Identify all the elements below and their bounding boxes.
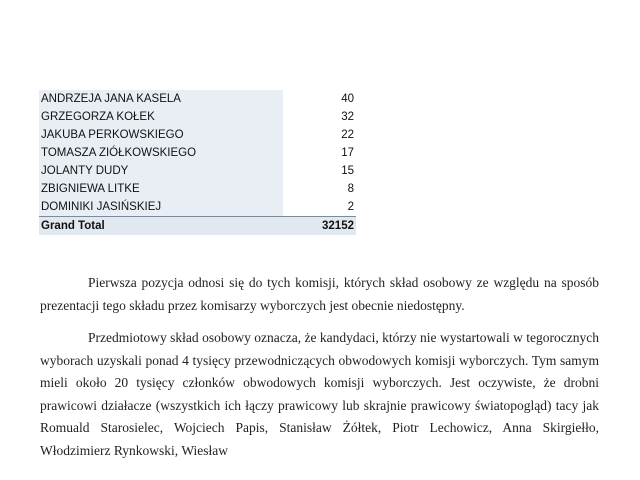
row-name: GRZEGORZA KOŁEK	[39, 108, 283, 126]
row-name: DOMINIKI JASIŃSKIEJ	[39, 198, 283, 217]
table-row	[39, 144, 356, 162]
row-name: ZBIGNIEWA LITKE	[39, 180, 283, 198]
table-row	[39, 162, 356, 180]
row-name: JOLANTY DUDY	[39, 162, 283, 180]
body-text	[40, 272, 599, 472]
table-row	[39, 180, 356, 198]
row-name: TOMASZA ZIÓŁKOWSKIEGO	[39, 144, 283, 162]
row-value: 17	[283, 144, 356, 162]
table-row	[39, 108, 356, 126]
grand-total-row	[39, 217, 356, 236]
row-value: 2	[283, 198, 356, 217]
row-name: JAKUBA PERKOWSKIEGO	[39, 126, 283, 144]
paragraph: Przedmiotowy skład osobowy oznacza, że kandydaci, którzy nie wystartowali w tegorocznych wyborach uzyskali ponad 4 tysięcy przewodniczących obwodowych komisji wyborczych. Tym samym mieli około 20 tysięcy członków obwodowych komisji wyborczych. Jest oczywiste, że drobni prawicowi działacze (wszystkich ich łączy prawicowy lub skrajnie prawicowy światopogląd) tacy jak Romuald Starosielec, Wojciech Papis, Stanisław Żółtek, Piotr Lechowicz, Anna Skirgiełło, Włodzimierz Rynkowski, Wiesław	[40, 330, 599, 458]
table-row	[39, 198, 356, 217]
row-value: 40	[283, 90, 356, 108]
grand-total-label: Grand Total	[39, 217, 283, 236]
row-value: 32	[283, 108, 356, 126]
row-value: 8	[283, 180, 356, 198]
table-row	[39, 126, 356, 144]
row-name: ANDRZEJA JANA KASELA	[39, 90, 283, 108]
pivot-table	[39, 90, 356, 235]
row-value: 22	[283, 126, 356, 144]
row-value: 15	[283, 162, 356, 180]
grand-total-value: 32152	[283, 217, 356, 236]
paragraph: Pierwsza pozycja odnosi się do tych komisji, których skład osobowy ze względu na sposób prezentacji tego składu przez komisarzy wyborczych jest obecnie niedostępny.	[40, 275, 599, 313]
table-row	[39, 90, 356, 108]
